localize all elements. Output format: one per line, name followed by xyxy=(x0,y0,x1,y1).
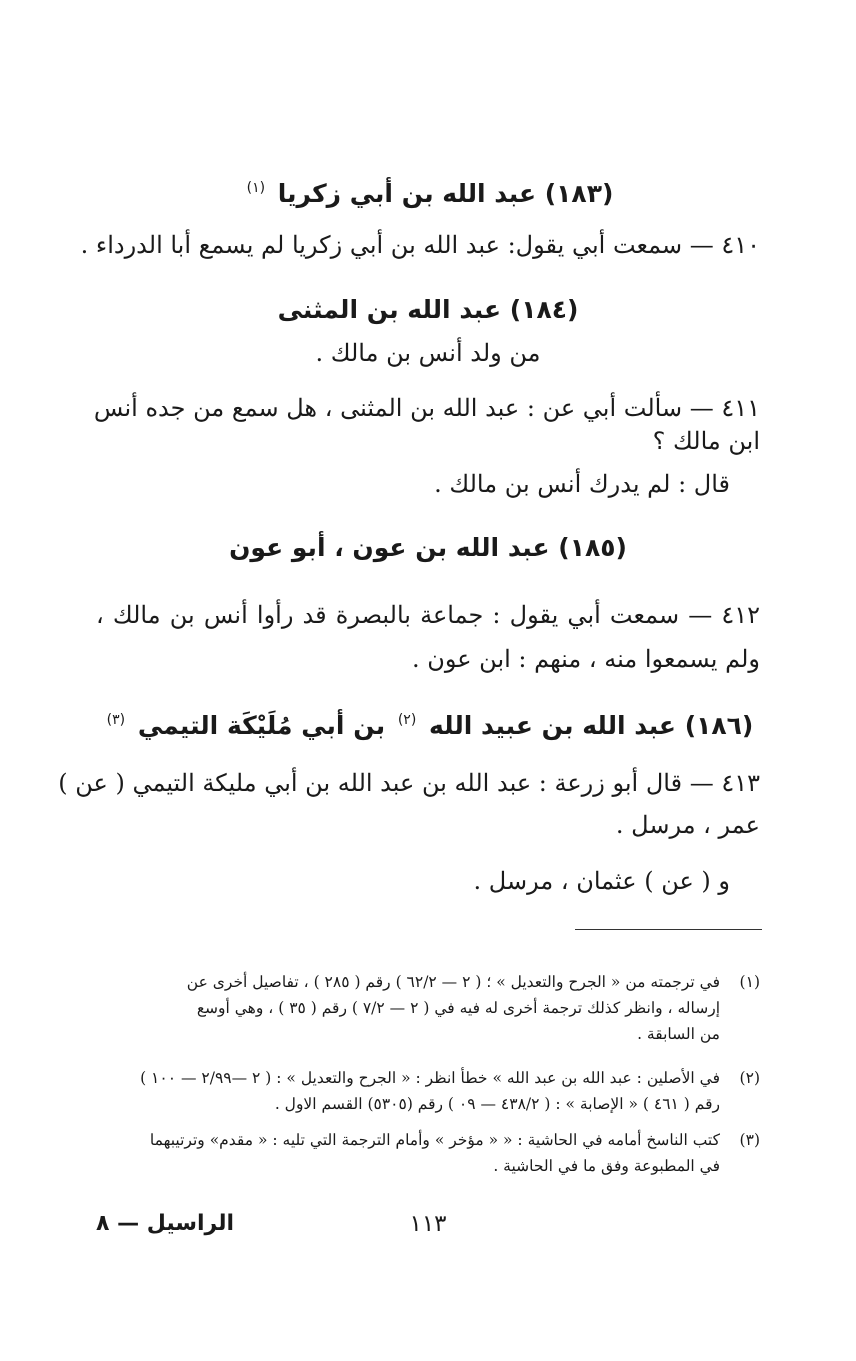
footnote-number: (٣) xyxy=(739,1131,760,1149)
footnote-body xyxy=(96,1127,720,1179)
footnote-body xyxy=(96,1065,720,1117)
footnote-number: (٢) xyxy=(739,1069,760,1087)
heading-text: (١٨٣) عبد الله بن أبي زكريا xyxy=(277,179,614,208)
entry-text-line: ٤١٣ — قال أبو زرعة : عبد الله بن عبد الله بن أبي مليكة التيمي ( عن ) xyxy=(58,769,760,797)
entry-heading xyxy=(0,703,856,743)
entry-text-line: ولم يسمعوا منه ، منهم : ابن عون . xyxy=(411,645,760,673)
footnote-line: إرساله ، وانظر كذلك ترجمة أخرى له فيه في ( ٢ — ٧/٢ ) رقم ( ٣٥ ) ، وهي أوسع xyxy=(196,999,720,1017)
footnote-line: في الأصلين : عبد الله بن عبد الله » خطأ انظر : « الجرح والتعديل » : ( ٢ —٢/٩٩ — ١٠٠ ) xyxy=(140,1069,720,1087)
entry-heading xyxy=(0,293,856,327)
entry-heading xyxy=(0,531,856,565)
footnote-marker: (٣) xyxy=(106,712,126,728)
entry-text-line: قال : لم يدرك أنس بن مالك . xyxy=(434,470,730,498)
entry-text-line: ٤١٠ — سمعت أبي يقول: عبد الله بن أبي زكريا لم يسمع أبا الدرداء . xyxy=(80,231,760,259)
footnote-line: من السابقة . xyxy=(637,1025,720,1043)
footnote-marker: (١) xyxy=(246,180,266,196)
page-number: ١١٣ xyxy=(409,1211,447,1237)
entry-text-line: عمر ، مرسل . xyxy=(615,811,760,839)
heading-text: بن أبي مُلَيْكَة التيمي xyxy=(137,711,386,740)
footnote-line: رقم ( ٤٦١ ) « الإصابة » : ( ٤٣٨/٢ — ٠٩ ) رقم (٥٣٠٥) القسم الاول . xyxy=(274,1095,720,1113)
footnote xyxy=(96,1065,760,1117)
entry-subtitle: من ولد أنس بن مالك . xyxy=(315,339,541,367)
footnote-body xyxy=(96,969,720,1047)
footnote xyxy=(96,969,760,1047)
entry-text-line: ٤١١ — سألت أبي عن : عبد الله بن المثنى ، هل سمع من جده أنس xyxy=(93,394,760,422)
footnote-line: كتب الناسخ أمامه في الحاشية : « « مؤخر » وأمام الترجمة التي تليه : « مقدم» وترتيبهما xyxy=(149,1131,720,1149)
heading-text: (١٨٦) عبد الله بن عبيد الله xyxy=(429,711,754,740)
heading-text: (١٨٤) عبد الله بن المثنى xyxy=(277,295,579,324)
heading-text: (١٨٥) عبد الله بن عون ، أبو عون xyxy=(229,533,627,562)
entry-heading xyxy=(0,171,856,211)
footnote-line: في المطبوعة وفق ما في الحاشية . xyxy=(493,1157,720,1175)
footnote-marker: (٢) xyxy=(397,712,417,728)
footnote-separator xyxy=(575,929,762,930)
running-title: الراسيل — ٨ xyxy=(96,1211,235,1236)
footnote xyxy=(96,1127,760,1179)
entry-text-line: ٤١٢ — سمعت أبي يقول : جماعة بالبصرة قد رأوا أنس بن مالك ، xyxy=(96,601,760,629)
footnote-number: (١) xyxy=(739,973,760,991)
footnote-line: في ترجمته من « الجرح والتعديل » ؛ ( ٢ — ٦٢/٢ ) رقم ( ٢٨٥ ) ، تفاصيل أخرى عن xyxy=(186,973,720,991)
entry-text-line: و ( عن ) عثمان ، مرسل . xyxy=(473,867,730,895)
entry-text-line: ابن مالك ؟ xyxy=(652,427,760,455)
